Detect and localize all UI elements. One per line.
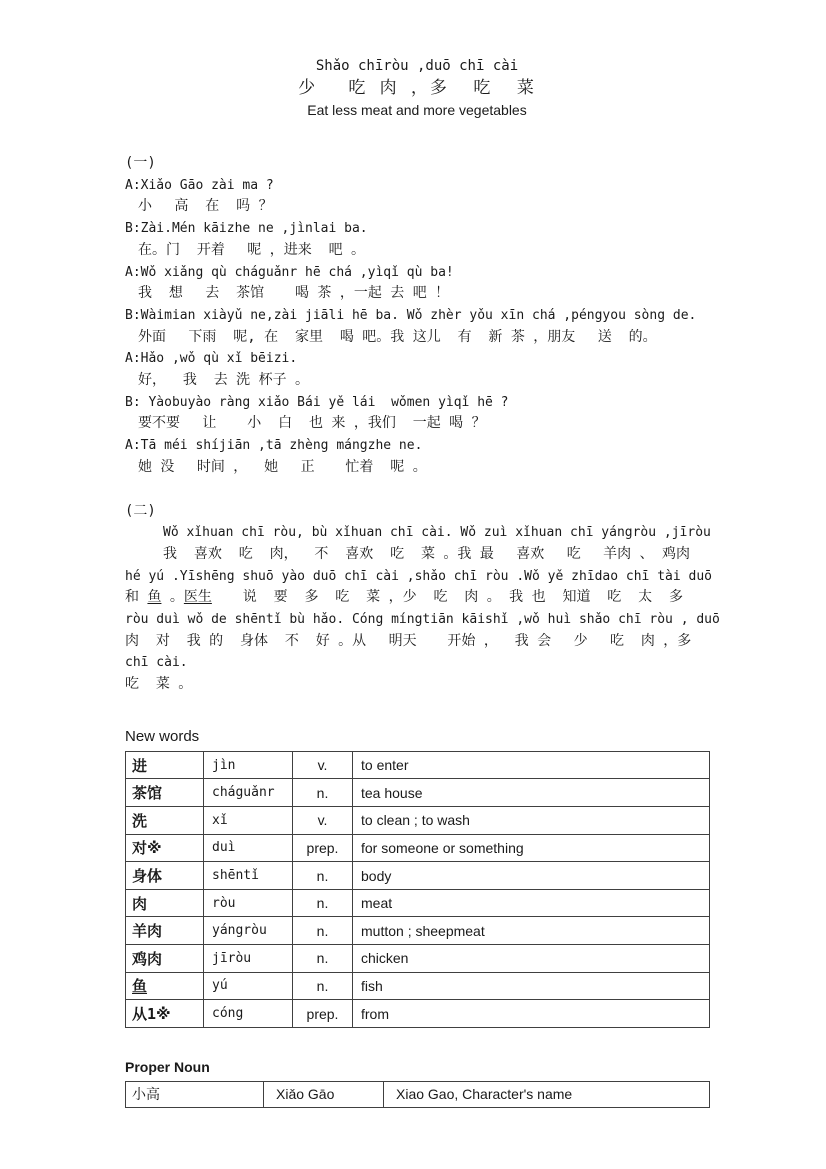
hanzi-segment-underlined: 医生	[183, 589, 212, 606]
proper-noun-hanzi-cell: 小高	[126, 1081, 264, 1107]
pos-cell: prep.	[293, 834, 353, 862]
word-cell: 茶馆	[126, 779, 204, 807]
hanzi-line-with-underlines	[125, 587, 709, 609]
proper-noun-table	[125, 1081, 710, 1108]
word-cell: 从1※	[126, 1000, 204, 1028]
pinyin-line: B:Zài.Mén kāizhe ne ,jìnlai ba.	[125, 221, 368, 237]
meaning-cell: mutton ; sheepmeat	[353, 917, 710, 945]
word-cell: 洗	[126, 807, 204, 835]
vocab-row	[126, 862, 710, 890]
pos-cell: n.	[293, 862, 353, 890]
vocab-row	[126, 945, 710, 973]
underlined-word: 鱼	[132, 977, 148, 996]
vocab-row	[126, 751, 710, 779]
proper-noun-label: Proper Noun	[125, 1058, 210, 1075]
title-block	[125, 56, 709, 120]
word-cell: 身体	[126, 862, 204, 890]
proper-noun-pinyin-cell: Xiǎo Gāo	[264, 1081, 384, 1107]
dialogue-section-1	[125, 153, 709, 479]
pinyin-line: Wǒ xǐhuan chī ròu, bù xǐhuan chī cài. Wǒ zuì xǐhuan chī yángròu ,jīròu	[163, 525, 711, 541]
pinyin-cell: cháguǎnr	[204, 779, 293, 807]
new-words-table	[125, 751, 710, 1028]
meaning-cell: to enter	[353, 751, 710, 779]
pos-cell: n.	[293, 972, 353, 1000]
title-pinyin: Shǎo chīròu ,duō chī cài	[315, 58, 519, 74]
hanzi-line: 要不要 让 小 白 也 来 ，我们 一起 喝 ？	[138, 415, 486, 432]
pinyin-line: hé yú .Yīshēng shuō yào duō chī cài ,shǎo chī ròu .Wǒ yě zhīdao chī tài duō	[125, 568, 712, 584]
pos-cell: n.	[293, 889, 353, 917]
pinyin-cell: duì	[204, 834, 293, 862]
vocab-row	[126, 1000, 710, 1028]
pinyin-line: A:Xiǎo Gāo zài ma ?	[125, 177, 274, 193]
word-cell	[126, 972, 204, 1000]
pinyin-line: ròu duì wǒ de shēntǐ bù hǎo. Cóng míngtiān kāishǐ ,wǒ huì shǎo chī ròu , duō	[125, 612, 720, 628]
section-2-heading: (二)	[125, 502, 156, 519]
pinyin-cell: shēntǐ	[204, 862, 293, 890]
section-1-heading: (一)	[125, 155, 156, 171]
pinyin-cell: jīròu	[204, 945, 293, 973]
pos-cell: prep.	[293, 1000, 353, 1028]
vocab-row	[126, 917, 710, 945]
pinyin-line: chī cài.	[125, 655, 188, 671]
hanzi-line: 她 没 时间 ， 她 正 忙着 呢 。	[138, 458, 427, 475]
pinyin-line: A:Wǒ xiǎng qù cháguǎnr hē chá ,yìqǐ qù ba!	[125, 264, 454, 280]
hanzi-segment: 和	[125, 589, 148, 606]
pinyin-cell: yú	[204, 972, 293, 1000]
hanzi-line: 小 高 在 吗 ？	[138, 198, 273, 215]
word-cell: 进	[126, 751, 204, 779]
word-cell: 鸡肉	[126, 945, 204, 973]
proper-noun-meaning-cell: Xiao Gao, Character's name	[384, 1081, 710, 1107]
word-cell: 对※	[126, 834, 204, 862]
pos-cell: v.	[293, 751, 353, 779]
pinyin-line: A:Tā méi shíjiān ,tā zhèng mángzhe ne.	[125, 438, 423, 454]
new-words-section	[125, 728, 709, 1028]
pos-cell: n.	[293, 917, 353, 945]
pinyin-cell: xǐ	[204, 807, 293, 835]
vocab-row	[126, 889, 710, 917]
pos-cell: v.	[293, 807, 353, 835]
pos-cell: n.	[293, 945, 353, 973]
title-english: Eat less meat and more vegetables	[307, 102, 527, 118]
meaning-cell: meat	[353, 889, 710, 917]
meaning-cell: tea house	[353, 779, 710, 807]
proper-noun-section	[125, 1058, 709, 1108]
hanzi-line: 好， 我 去 洗 杯子 。	[138, 372, 310, 389]
hanzi-line: 外面 下雨 呢, 在 家里 喝 吧。我 这儿 有 新 茶 ，朋友 送 的。	[138, 328, 657, 345]
new-words-label: New words	[125, 727, 200, 745]
pinyin-line: A:Hǎo ,wǒ qù xǐ bēizi.	[125, 351, 298, 367]
hanzi-segment-underlined: 鱼	[147, 589, 162, 606]
pinyin-cell: cóng	[204, 1000, 293, 1028]
pinyin-cell: yángròu	[204, 917, 293, 945]
hanzi-line: 吃 菜 。	[125, 676, 193, 693]
title-hanzi: 少 吃 肉 ，多 吃 菜	[298, 78, 536, 98]
meaning-cell: for someone or something	[353, 834, 710, 862]
vocab-row	[126, 807, 710, 835]
pinyin-line: B: Yàobuyào ràng xiǎo Bái yě lái wǒmen yìqǐ hē ?	[125, 394, 509, 410]
vocab-row	[126, 972, 710, 1000]
hanzi-line: 肉 对 我 的 身体 不 好 。从 明天 开始 ， 我 会 少 吃 肉 ，多	[125, 632, 692, 649]
pinyin-cell: ròu	[204, 889, 293, 917]
meaning-cell: body	[353, 862, 710, 890]
hanzi-segment: 。	[161, 589, 184, 606]
meaning-cell: to clean ; to wash	[353, 807, 710, 835]
word-cell: 羊肉	[126, 917, 204, 945]
meaning-cell: chicken	[353, 945, 710, 973]
vocab-row	[126, 834, 710, 862]
pinyin-cell: jìn	[204, 751, 293, 779]
pinyin-line: B:Wàimian xiàyǔ ne,zài jiāli hē ba. Wǒ zhèr yǒu xīn chá ,péngyou sòng de.	[125, 307, 697, 323]
meaning-cell: fish	[353, 972, 710, 1000]
hanzi-segment: 说 要 多 吃 菜 ，少 吃 肉 。 我 也 知道 吃 太 多	[211, 589, 684, 606]
proper-noun-row	[126, 1081, 710, 1107]
hanzi-line: 我 喜欢 吃 肉， 不 喜欢 吃 菜 。我 最 喜欢 吃 羊肉 、 鸡肉	[163, 545, 691, 562]
word-cell: 肉	[126, 889, 204, 917]
hanzi-line: 我 想 去 茶馆 喝 茶 ，一起 去 吧 ！	[138, 285, 450, 302]
hanzi-line: 在。门 开着 呢 ，进来 吧 。	[138, 241, 366, 258]
vocab-row	[126, 779, 710, 807]
dialogue-section-2	[125, 501, 720, 696]
meaning-cell: from	[353, 1000, 710, 1028]
pos-cell: n.	[293, 779, 353, 807]
